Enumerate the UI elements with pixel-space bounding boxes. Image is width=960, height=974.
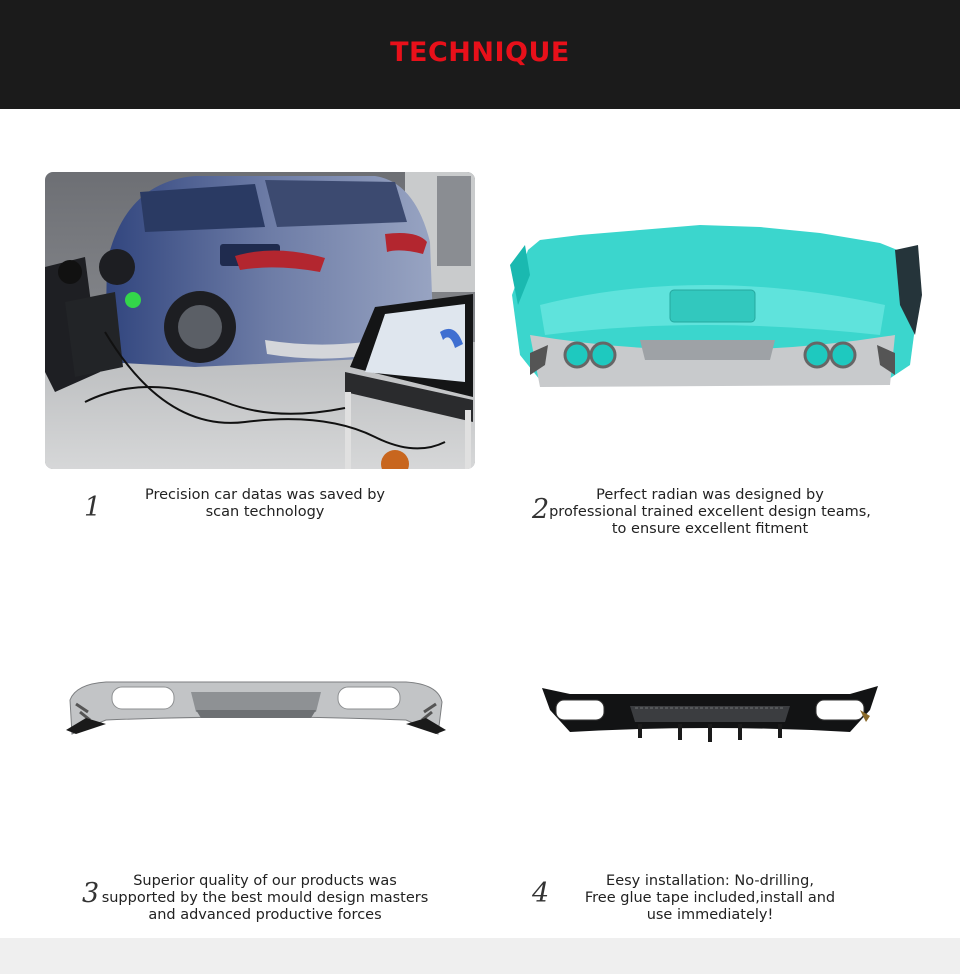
step-caption-1: [115, 487, 415, 521]
step-number-3: 3: [82, 878, 100, 909]
caption-line: Eesy installation: No-drilling,: [606, 873, 814, 889]
caption-line: to ensure excellent fitment: [611, 521, 809, 537]
3d-scan-model: [500, 215, 925, 400]
black-rear-diffuser: [540, 680, 880, 746]
grey-rear-diffuser: [66, 672, 446, 740]
caption-line: and advanced productive forces: [148, 907, 382, 923]
caption-line: professional trained excellent design teams,: [549, 504, 871, 520]
car-scanning-photo: [45, 172, 475, 469]
caption-line: Perfect radian was designed by: [596, 487, 824, 503]
step-number-1: 1: [84, 492, 102, 523]
step-number-2: 2: [532, 494, 550, 525]
header-bar: [0, 0, 960, 109]
caption-line: supported by the best mould design masters: [101, 890, 429, 906]
caption-line: Free glue tape included,install and: [584, 890, 836, 906]
step-caption-4: [560, 873, 860, 924]
step-caption-3: [100, 873, 430, 924]
caption-line: scan technology: [205, 504, 325, 520]
caption-line: Superior quality of our products was: [133, 873, 397, 889]
caption-line: use immediately!: [646, 907, 774, 923]
caption-line: Precision car datas was saved by: [144, 487, 385, 503]
page-title: TECHNIQUE: [390, 37, 570, 68]
step-caption-2: [540, 487, 880, 538]
step-number-4: 4: [532, 878, 550, 909]
footer-strip: [0, 938, 960, 974]
